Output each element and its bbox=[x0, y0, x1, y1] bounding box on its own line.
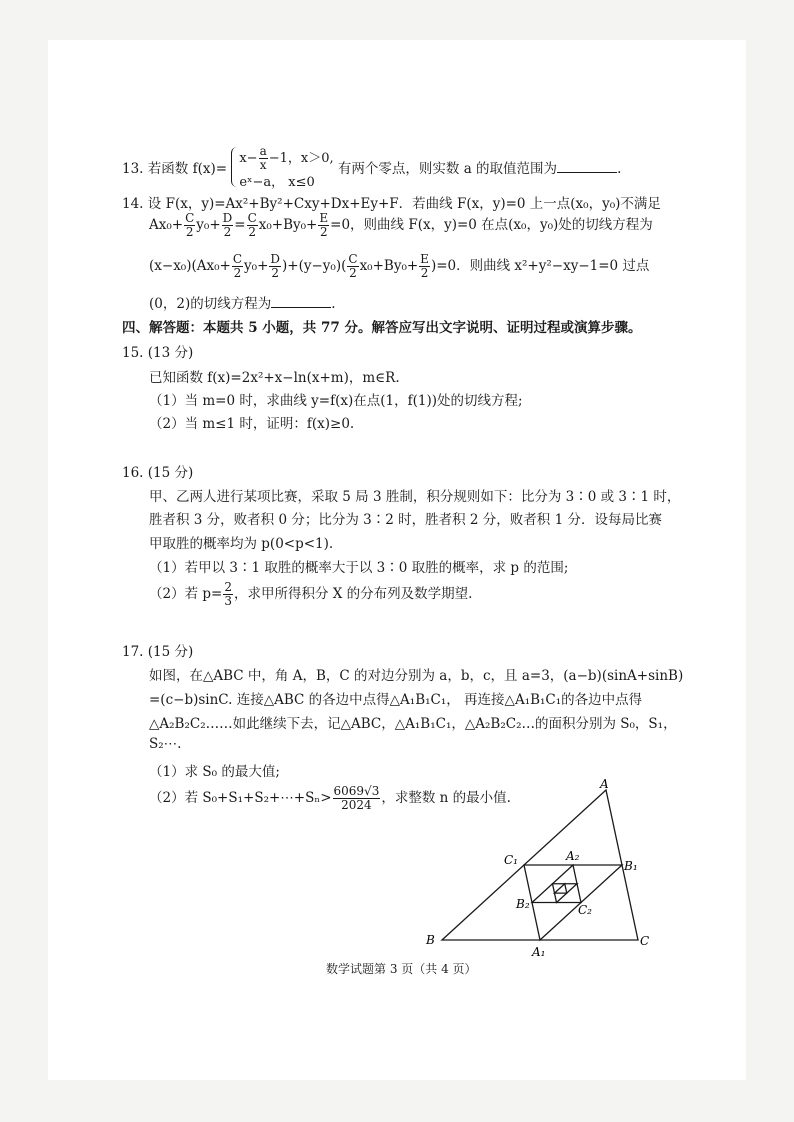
q16-text4: （1）若甲以 3∶1 取胜的概率大于以 3∶0 取胜的概率，求 p 的范围; bbox=[149, 560, 569, 576]
q14-number: 14. bbox=[122, 196, 144, 212]
q17-text4: S₂⋯. bbox=[149, 736, 182, 752]
q13-suffix: 有两个零点，则实数 a 的取值范围为 bbox=[337, 161, 558, 177]
q15-head: 15. (13 分) bbox=[122, 345, 194, 361]
triangle-a4b4c4 bbox=[555, 884, 567, 893]
q13-prefix: 若函数 f(x)= bbox=[147, 161, 228, 177]
label-A: A bbox=[600, 778, 609, 791]
label-C2: C₂ bbox=[578, 903, 592, 917]
answer-blank bbox=[557, 160, 617, 173]
q17-text5: （1）求 S₀ 的最大值; bbox=[149, 764, 280, 780]
q13-case1: x− bbox=[239, 151, 258, 166]
label-A2: A₂ bbox=[566, 849, 580, 863]
triangle-figure bbox=[420, 778, 680, 958]
label-C1: C₁ bbox=[504, 853, 518, 867]
q17-fraction: $\frac{6069√3}{2024}$ bbox=[333, 784, 380, 812]
section-heading: 四、解答题：本题共 5 小题，共 77 分。解答应写出文字说明、证明过程或演算步骤。 bbox=[122, 320, 642, 336]
q16-text2: 胜者积 3 分，败者积 0 分；比分为 3∶2 时，胜者积 2 分，败者积 1 分．设每局比赛 bbox=[149, 512, 662, 528]
q13-piecewise bbox=[231, 145, 333, 194]
label-B2: B₂ bbox=[516, 897, 530, 911]
q13-end: . bbox=[617, 161, 622, 177]
q13-case1-fraction: $\frac{a}{x}$ bbox=[259, 144, 267, 172]
q13-case2: eˣ−a， x≤0 bbox=[239, 175, 315, 190]
label-A1: A₁ bbox=[532, 945, 546, 958]
brace-icon bbox=[231, 147, 238, 187]
q13-number: 13. bbox=[122, 161, 144, 177]
q17-head: 17. (15 分) bbox=[122, 644, 194, 660]
q17-text6: （2）若 S₀+S₁+S₂+⋯+Sₙ> $\frac{6069√3}{2024}$ ，求整数 n 的最小值. bbox=[149, 784, 511, 812]
q15-text3: （2）当 m≤1 时，证明：f(x)≥0. bbox=[149, 416, 355, 432]
q14-line1 bbox=[122, 192, 661, 212]
q16-text1: 甲、乙两人进行某项比赛，采取 5 局 3 胜制，积分规则如下：比分为 3∶0 或 3∶1 时， bbox=[149, 489, 681, 505]
q14-line2: Ax₀+ $\frac{C}{2}$ y₀+ $\frac{D}{2}$ = $\frac{C}{2}$ x₀+By₀+ $\frac{E}{2}$ =0，则曲线 F(x，y)=0 在点(x₀，y₀)处的切线方程为 bbox=[149, 211, 653, 239]
answer-blank bbox=[271, 295, 331, 308]
q16-text3: 甲取胜的概率均为 p(0<p<1). bbox=[149, 536, 334, 552]
q13-line bbox=[122, 145, 621, 194]
q17-text2: =(c−b)sinC. 连接△ABC 的各边中点得△A₁B₁C₁， 再连接△A₁B₁C₁的各边中点得 bbox=[149, 692, 643, 708]
label-B1: B₁ bbox=[624, 859, 638, 873]
q13-case1-rest: −1，x＞0, bbox=[268, 151, 334, 166]
label-B: B bbox=[426, 933, 435, 947]
q15-text2: （1）当 m=0 时，求曲线 y=f(x)在点(1，f(1))处的切线方程; bbox=[149, 393, 523, 409]
q16-head: 16. (15 分) bbox=[122, 465, 194, 481]
q14-text1: 设 F(x，y)=Ax²+By²+Cxy+Dx+Ey+F．若曲线 F(x，y)=0 上一点(x₀，y₀)不满足 bbox=[147, 196, 661, 212]
q14-line4: (0，2)的切线方程为 . bbox=[149, 296, 336, 312]
q16-text5: （2）若 p= $\frac{2}{3}$ ，求甲所得积分 X 的分布列及数学期望. bbox=[149, 580, 473, 608]
page-footer: 数学试题第 3 页（共 4 页） bbox=[326, 962, 477, 976]
label-C: C bbox=[640, 934, 650, 948]
q15-text1: 已知函数 f(x)=2x²+x−ln(x+m)，m∈R. bbox=[149, 370, 400, 386]
q17-text1: 如图，在△ABC 中，角 A，B，C 的对边分别为 a，b，c，且 a=3，(a−b)(sinA+sinB) bbox=[149, 668, 684, 684]
q17-text3: △A₂B₂C₂……如此继续下去，记△ABC，△A₁B₁C₁，△A₂B₂C₂…的面积分别为 S₀，S₁， bbox=[149, 716, 677, 732]
q14-line3: (x−x₀)(Ax₀+ $\frac{C}{2}$ y₀+ $\frac{D}{2}$ )+(y−y₀)( $\frac{C}{2}$ x₀+By₀+ $\frac{E}{2}$ )=0．则曲线 x²+y²−xy−1=0 过点 bbox=[149, 252, 650, 280]
q16-fraction: $\frac{2}{3}$ bbox=[224, 580, 232, 608]
